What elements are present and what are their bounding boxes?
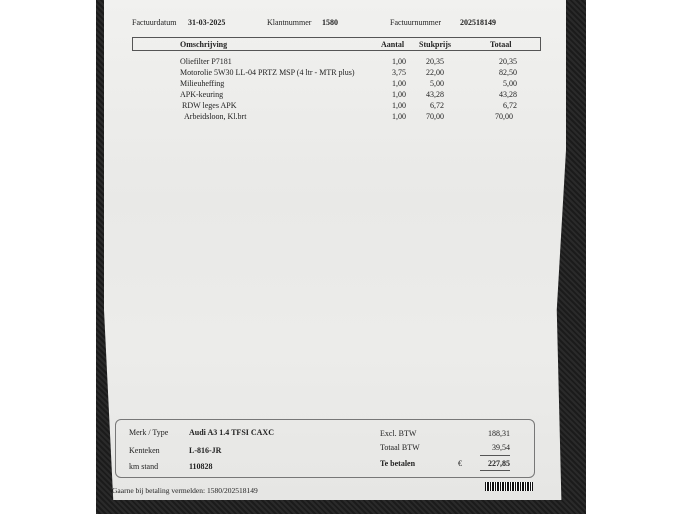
plate-value: L-816-JR: [189, 446, 222, 455]
row-total: 70,00: [495, 112, 513, 121]
amount-due-label: Te betalen: [380, 459, 416, 468]
row-total: 6,72: [503, 101, 517, 110]
row-description: Arbeidsloon, Kl.brt: [184, 112, 247, 121]
vat-value: 39,54: [492, 443, 510, 452]
row-unit-price: 6,72: [430, 101, 444, 110]
col-total: Totaal: [490, 40, 512, 49]
invoice-date-label: Factuurdatum: [132, 18, 177, 27]
currency-symbol: €: [458, 459, 462, 468]
km-label: km stand: [129, 462, 159, 471]
barcode-icon: [485, 482, 533, 491]
row-quantity: 1,00: [392, 101, 406, 110]
plate-label: Kenteken: [129, 446, 160, 455]
row-quantity: 1,00: [392, 112, 406, 121]
invoice-number-label: Factuurnummer: [390, 18, 442, 27]
payment-reference-note: Gaarne bij betaling vermelden: 1580/202518149: [112, 486, 258, 495]
customer-number-label: Klantnummer: [267, 18, 312, 27]
row-description: Milieuheffing: [180, 79, 225, 88]
row-total: 5,00: [503, 79, 517, 88]
col-description: Omschrijving: [180, 40, 228, 49]
row-total: 43,28: [499, 90, 517, 99]
row-unit-price: 5,00: [430, 79, 444, 88]
row-unit-price: 70,00: [426, 112, 444, 121]
row-total: 82,50: [499, 68, 517, 77]
make-label: Merk / Type: [129, 428, 169, 437]
row-quantity: 3,75: [392, 68, 406, 77]
make-value: Audi A3 1.4 TFSI CAXC: [189, 428, 274, 437]
row-unit-price: 43,28: [426, 90, 444, 99]
excl-vat-value: 188,31: [488, 429, 510, 438]
row-description: Oliefilter P7181: [180, 57, 232, 66]
col-unit-price: Stukprijs: [419, 40, 452, 49]
row-description: APK-keuring: [180, 90, 224, 99]
excl-vat-label: Excl. BTW: [380, 429, 417, 438]
subtotal-line: [480, 455, 510, 456]
row-unit-price: 20,35: [426, 57, 444, 66]
row-description: Motorolie 5W30 LL-04 PRTZ MSP (4 ltr - MTR plus): [180, 68, 355, 77]
vat-label: Totaal BTW: [380, 443, 420, 452]
row-description: RDW leges APK: [182, 101, 237, 110]
row-quantity: 1,00: [392, 79, 406, 88]
row-quantity: 1,00: [392, 57, 406, 66]
col-quantity: Aantal: [381, 40, 405, 49]
row-total: 20,35: [499, 57, 517, 66]
amount-due-value: 227,85: [488, 459, 510, 468]
invoice-date: 31-03-2025: [188, 18, 226, 27]
total-underline: [480, 470, 510, 471]
customer-number: 1580: [322, 18, 338, 27]
row-unit-price: 22,00: [426, 68, 444, 77]
km-value: 110828: [189, 462, 213, 471]
invoice-number: 202518149: [460, 18, 496, 27]
row-quantity: 1,00: [392, 90, 406, 99]
